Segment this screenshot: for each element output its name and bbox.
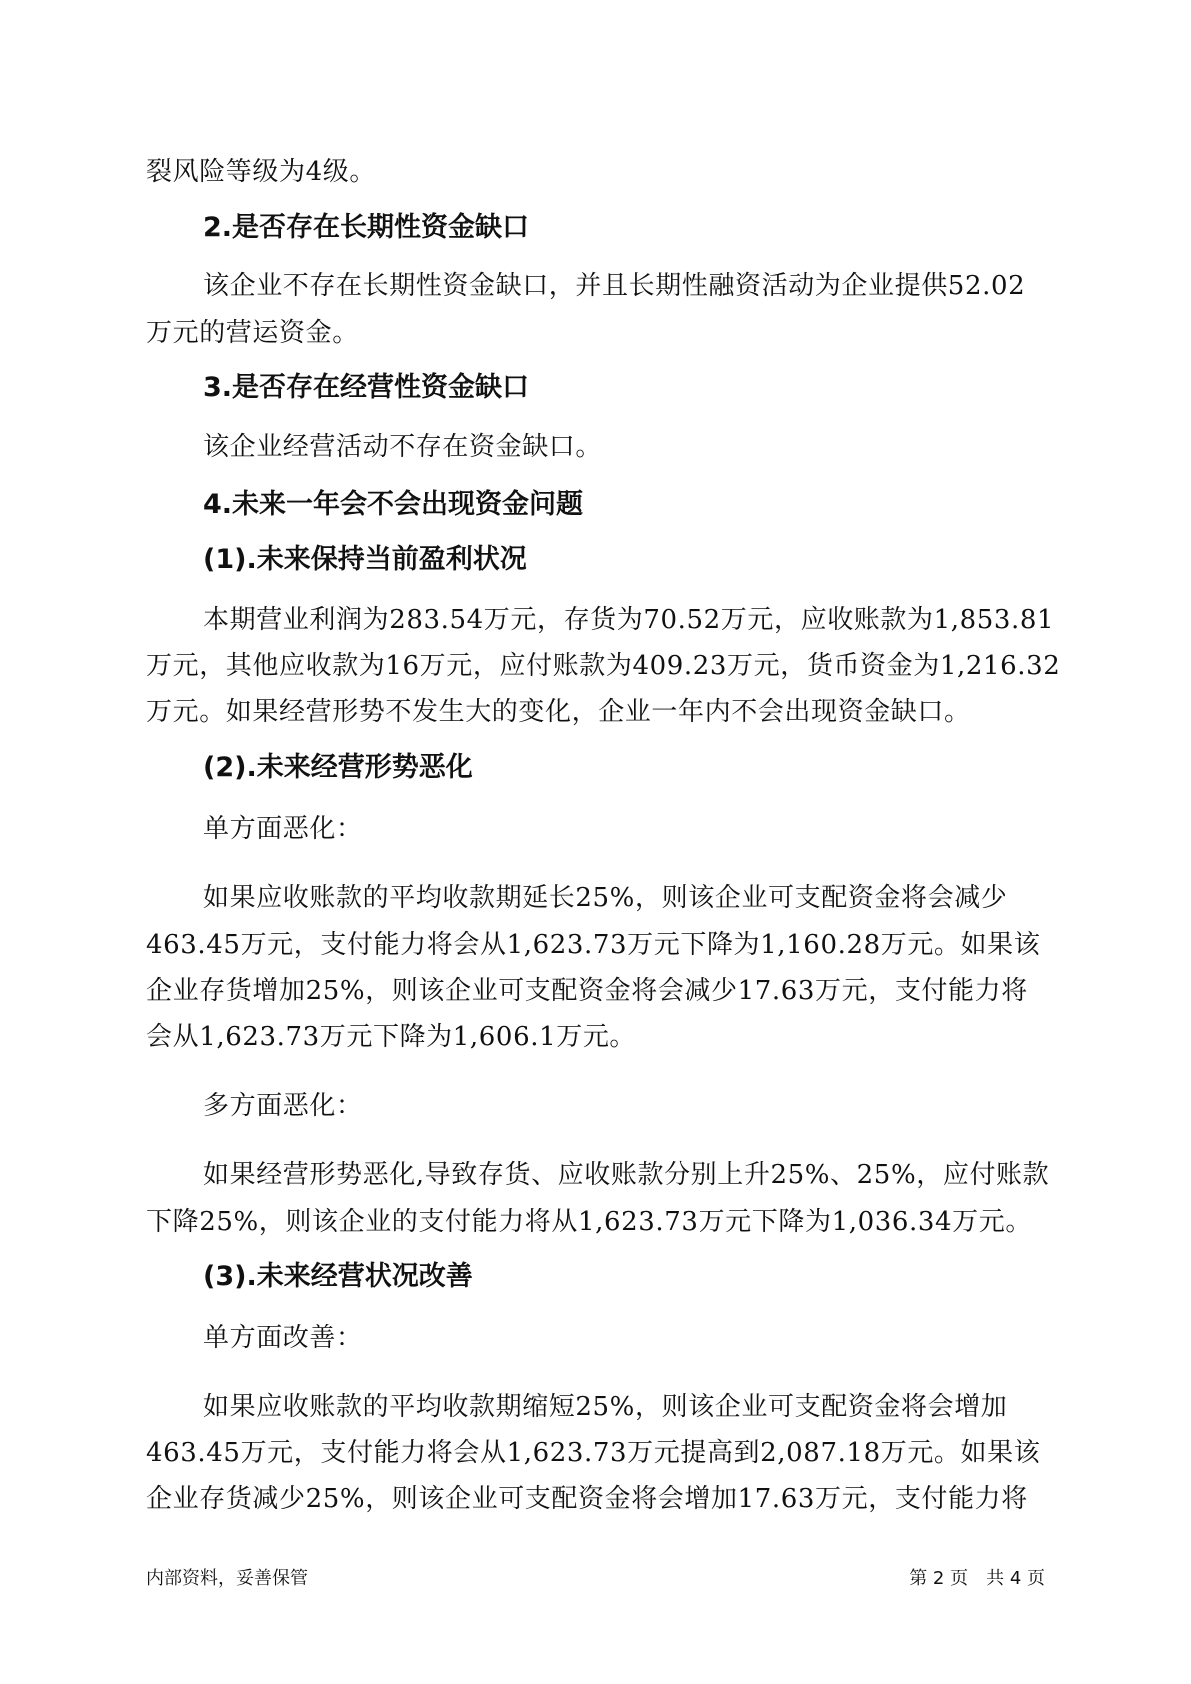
paragraph-line: 该企业不存在长期性资金缺口，并且长期性融资活动为企业提供52.02 (203, 271, 1026, 301)
subsection-heading-4-2: (2).未来经营形势恶化 (203, 752, 473, 783)
paragraph-line: 本期营业利润为283.54万元，存货为70.52万元，应收账款为1,853.81 (203, 605, 1055, 635)
paragraph-line: 裂风险等级为4级。 (146, 157, 376, 187)
paragraph-line: 该企业经营活动不存在资金缺口。 (203, 432, 603, 462)
paragraph-line: 下降25%，则该企业的支付能力将从1,623.73万元下降为1,036.34万元。 (146, 1207, 1032, 1237)
footer-page-number: 第 2 页 共 4 页 (909, 1568, 1045, 1589)
paragraph-line: 多方面恶化： (203, 1091, 363, 1121)
paragraph-line: 万元的营运资金。 (146, 318, 359, 348)
section-heading-2: 2.是否存在长期性资金缺口 (203, 212, 530, 243)
paragraph-line: 企业存货减少25%，则该企业可支配资金将会增加17.63万元，支付能力将 (146, 1484, 1028, 1514)
paragraph-line: 万元，其他应收款为16万元，应付账款为409.23万元，货币资金为1,216.32 (146, 651, 1061, 681)
paragraph-line: 企业存货增加25%，则该企业可支配资金将会减少17.63万元，支付能力将 (146, 976, 1028, 1006)
subsection-heading-4-1: (1).未来保持当前盈利状况 (203, 544, 527, 575)
paragraph-line: 单方面恶化： (203, 814, 363, 844)
paragraph-line: 会从1,623.73万元下降为1,606.1万元。 (146, 1022, 637, 1052)
paragraph-line: 如果应收账款的平均收款期延长25%，则该企业可支配资金将会减少 (203, 883, 1008, 913)
paragraph-line: 如果应收账款的平均收款期缩短25%，则该企业可支配资金将会增加 (203, 1392, 1008, 1422)
paragraph-line: 463.45万元，支付能力将会从1,623.73万元下降为1,160.28万元。如果该 (146, 930, 1041, 960)
section-heading-3: 3.是否存在经营性资金缺口 (203, 372, 530, 403)
subsection-heading-4-3: (3).未来经营状况改善 (203, 1261, 473, 1292)
paragraph-line: 463.45万元，支付能力将会从1,623.73万元提高到2,087.18万元。如果该 (146, 1438, 1041, 1468)
section-heading-4: 4.未来一年会不会出现资金问题 (203, 489, 584, 520)
footer-confidential-note: 内部资料，妥善保管 (146, 1568, 308, 1589)
paragraph-line: 单方面改善： (203, 1323, 363, 1353)
paragraph-line: 如果经营形势恶化,导致存货、应收账款分别上升25%、25%，应付账款 (203, 1160, 1050, 1190)
paragraph-line: 万元。如果经营形势不发生大的变化，企业一年内不会出现资金缺口。 (146, 697, 971, 727)
